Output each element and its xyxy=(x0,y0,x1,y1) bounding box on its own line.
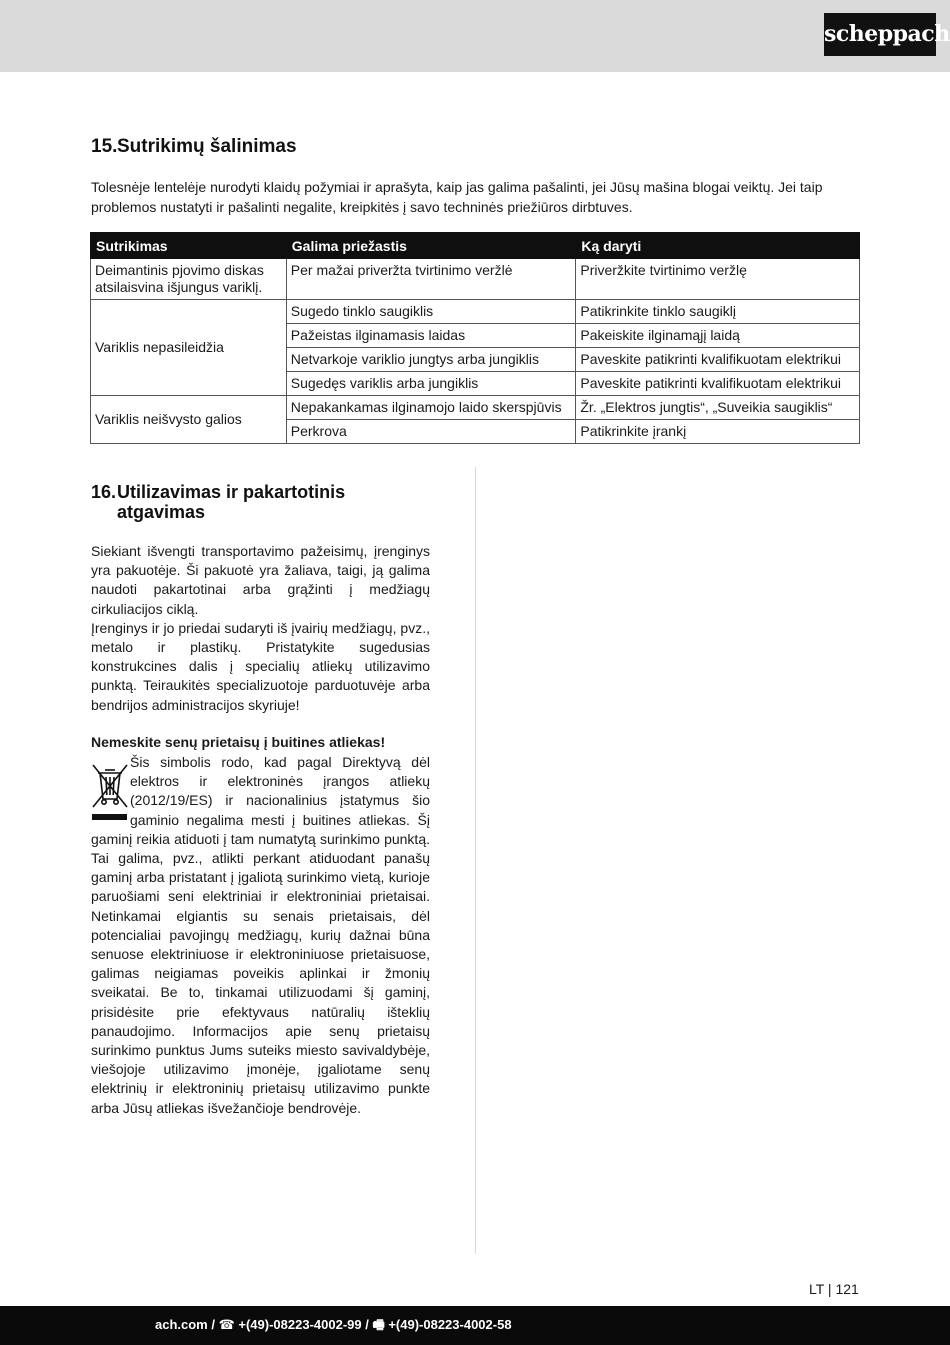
remedy-cell: Žr. „Elektros jungtis“, „Suveikia saugiklis“ xyxy=(576,396,860,420)
troubleshooting-table xyxy=(90,232,860,444)
remedy-cell: Paveskite patikrinti kvalifikuotam elektrikui xyxy=(576,372,860,396)
disposal-warning: Nemeskite senų prietaisų į buitines atliekas! xyxy=(91,734,386,750)
table-header-row xyxy=(91,233,860,259)
cause-cell: Per mažai priveržta tvirtinimo veržlė xyxy=(286,259,576,300)
remedy-cell: Patikrinkite įrankį xyxy=(576,420,860,444)
crossed-bin-icon xyxy=(91,757,129,827)
section-16-body xyxy=(91,542,430,715)
section-15-title: Sutrikimų šalinimas xyxy=(117,136,297,157)
remedy-cell: Pakeiskite ilginamąjį laidą xyxy=(576,324,860,348)
disposal-paragraph-1: Siekiant išvengti transportavimo pažeisimų, įrenginys yra pakuotėje. Ši pakuotė yra žaliava, taigi, ją galima naudoti pakartotinai arba grąžinti į medžiagų cirkuliacijos ciklą. xyxy=(91,543,430,617)
header-remedy: Ką daryti xyxy=(576,233,860,259)
remedy-cell: Patikrinkite tinklo saugiklį xyxy=(576,300,860,324)
section-16-title-line2: atgavimas xyxy=(117,502,206,522)
table-row xyxy=(91,396,860,420)
disposal-paragraph-2: Įrenginys ir jo priedai sudaryti iš įvairių medžiagų, pvz., metalo ir plastikų. Pristatykite sugedusias konstrukcines dalis į specialių atliekų utilizavimo punktą. Teiraukitės specializuotoje parduotuvėje arba bendrijos administracijos skyriuje! xyxy=(91,619,430,713)
table-row xyxy=(91,259,860,300)
remedy-cell: Paveskite patikrinti kvalifikuotam elektrikui xyxy=(576,348,860,372)
page-number: LT | 121 xyxy=(809,1281,859,1297)
header-bar xyxy=(0,0,950,72)
column-divider xyxy=(475,467,476,1254)
fault-cell: Variklis nepasileidžia xyxy=(91,300,287,396)
cause-cell: Netvarkoje variklio jungtys arba jungiklis xyxy=(286,348,576,372)
cause-cell: Sugedo tinklo saugiklis xyxy=(286,300,576,324)
section-15-intro: Tolesnėje lentelėje nurodyti klaidų požymiai ir aprašyta, kaip jas galima pašalinti, jei Jūsų mašina blogai veiktų. Jei taip problemos nustatyti ir pašalinti negalite, kreipkitės į savo techninės priežiūros dirbtuves. xyxy=(91,179,823,215)
cause-cell: Sugedęs variklis arba jungiklis xyxy=(286,372,576,396)
remedy-cell: Priveržkite tvirtinimo veržlę xyxy=(576,259,860,300)
cause-cell: Pažeistas ilginamasis laidas xyxy=(286,324,576,348)
cause-cell: Perkrova xyxy=(286,420,576,444)
section-15-heading xyxy=(91,136,297,158)
fault-cell: Variklis neišvysto galios xyxy=(91,396,287,444)
section-15-number: 15. xyxy=(91,136,118,157)
header-cause: Galima priežastis xyxy=(286,233,576,259)
weee-block xyxy=(91,753,430,1118)
cause-cell: Nepakankamas ilginamojo laido skerspjūvis xyxy=(286,396,576,420)
disposal-paragraph-3: Šis simbolis rodo, kad pagal Direktyvą dėl elektros ir elektroninės įrangos atliekų (2012/19/ES) ir nacionalinius įstatymus šio gaminio negalima mesti į buitines atliekas. Šį gaminį reikia atiduoti į tam numatytą surinkimo punktą. Tai galima, pvz., atlikti perkant atiduodant panašų gaminį arba pristatant į įgaliotą surinkimo vietą, kurioje paruošiami seni elektriniai ir elektroniniai prietaisai. Netinkamai elgiantis su senais prietaisais, dėl potencialiai pavojingų medžiagų, kurių dažnai būna senuose elektriniuose ir elektroniniuose prietaisuose, galimas neigiamas poveikis aplinkai ir žmonių sveikatai. Be to, tinkamai utilizuodami šį gaminį, prisidėsite prie efektyvaus natūralių išteklių panaudojimo. Informacijos apie senų prietaisų surinkimo punktus Jums suteiks miesto savivaldybėje, viešojoje utilizavimo įmonėje, įgaliotame senų elektrinių ir elektroninių prietaisų utilizavimo punkte arba Jūsų atliekas išvežančioje bendrovėje. xyxy=(91,754,430,1116)
section-16-number: 16. xyxy=(91,482,117,502)
footer-contact: ach.com / ☎ +(49)-08223-4002-99 / 🖷 +(49)-08223-4002-58 xyxy=(155,1317,512,1332)
fault-cell: Deimantinis pjovimo diskas atsilaisvina išjungus variklį. xyxy=(91,259,287,300)
section-16-title-line1: Utilizavimas ir pakartotinis xyxy=(117,482,346,502)
section-16-heading xyxy=(91,482,345,522)
scheppach-logo: scheppach xyxy=(824,13,936,56)
table-row xyxy=(91,300,860,324)
header-fault: Sutrikimas xyxy=(91,233,287,259)
